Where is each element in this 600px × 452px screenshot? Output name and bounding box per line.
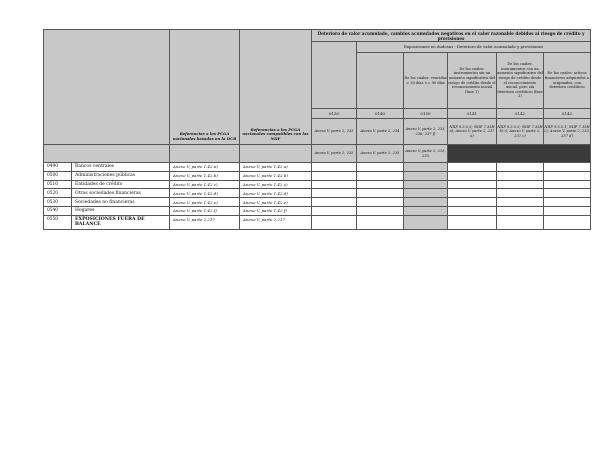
table-row bbox=[44, 206, 591, 215]
ref-dcb-header: Referencias a los PCGA nacionales basadas en la DCB bbox=[170, 30, 240, 145]
row-code: 0500 bbox=[44, 171, 72, 180]
col-ref: NIIF 9.5.5.3; NIIF 7.35H b) i); Anexo V, parte 2, 237 c) bbox=[497, 119, 544, 145]
row-ref-niif: Anexo V, parte 1.42.b) bbox=[240, 171, 312, 180]
col-ref: NIIF 9.5.5.5; NIIF 7.35H a); Anexo V, parte 2, 237 a) bbox=[448, 119, 497, 145]
table-row bbox=[44, 198, 591, 207]
row-code: 0550 bbox=[44, 215, 72, 229]
row-code: 0490 bbox=[44, 163, 72, 172]
data-cell[interactable] bbox=[448, 206, 497, 215]
data-cell[interactable] bbox=[497, 215, 544, 229]
row-ref-niif: Anexo V, parte 1.42.a) bbox=[240, 163, 312, 172]
data-cell[interactable] bbox=[497, 171, 544, 180]
data-cell[interactable] bbox=[357, 198, 404, 207]
header-blank-cell bbox=[240, 145, 312, 163]
data-cell[interactable] bbox=[357, 171, 404, 180]
data-cell[interactable] bbox=[544, 171, 591, 180]
col-ref-2: Anexo V, parte 2, 235 bbox=[357, 145, 404, 163]
sub-title: Exposiciones no dudosas - Deterioro de valor acumulado y provisiones bbox=[357, 42, 591, 53]
row-ref-dcb: Anexo V, parte 1.42.c) bbox=[170, 180, 240, 189]
data-cell[interactable] bbox=[544, 215, 591, 229]
row-label: Bancos centrales bbox=[72, 163, 170, 172]
template-table bbox=[43, 29, 591, 230]
col-desc-0141: De las cuales: instrumentos sin un aumento significativo del riesgo de crédito desde el reconocimiento inicial (fase 1) bbox=[448, 53, 497, 109]
shaded-cell bbox=[404, 189, 448, 198]
data-cell[interactable] bbox=[448, 171, 497, 180]
data-cell[interactable] bbox=[497, 163, 544, 172]
col-code: 0143 bbox=[544, 109, 591, 119]
regulatory-template-sheet bbox=[43, 29, 590, 230]
row-ref-dcb: Anexo V, parte 1.42.a) bbox=[170, 163, 240, 172]
shaded-cell bbox=[404, 171, 448, 180]
data-cell[interactable] bbox=[497, 198, 544, 207]
col-code: 0141 bbox=[448, 109, 497, 119]
data-cell[interactable] bbox=[357, 206, 404, 215]
top-title: Deterioro de valor acumulado, cambios acumulados negativos en el valor razonable debidos al riesgo de crédito y provisiones bbox=[312, 30, 591, 42]
data-cell[interactable] bbox=[312, 180, 357, 189]
col-ref-2: Anexo V, parte 2, 235 bbox=[312, 145, 357, 163]
table-row bbox=[44, 171, 591, 180]
data-cell[interactable] bbox=[312, 171, 357, 180]
data-cell[interactable] bbox=[357, 180, 404, 189]
row-ref-niif: Anexo V, parte 1.42.f) bbox=[240, 206, 312, 215]
data-cell[interactable] bbox=[448, 198, 497, 207]
row-ref-niif: Anexo V, parte 1.42.d) bbox=[240, 189, 312, 198]
col-ref: Anexo V, parte 2, 234 bbox=[357, 119, 404, 145]
data-cell[interactable] bbox=[448, 215, 497, 229]
row-ref-dcb: Anexo V, parte 1.42.e) bbox=[170, 198, 240, 207]
row-ref-niif: Anexo V, parte 1.42.e) bbox=[240, 198, 312, 207]
shaded-cell bbox=[404, 180, 448, 189]
data-cell[interactable] bbox=[497, 180, 544, 189]
row-code: 0520 bbox=[44, 189, 72, 198]
header-blank-cell bbox=[312, 42, 357, 109]
row-ref-dcb: Anexo V, parte 2.217 bbox=[170, 215, 240, 229]
col-code: 0142 bbox=[497, 109, 544, 119]
data-cell[interactable] bbox=[497, 206, 544, 215]
row-label: Hogares bbox=[72, 206, 170, 215]
col-ref: NIIF 9.5.5.1; NIIF 7.35H c); Anexo V, parte 2, 233, 237 d) bbox=[544, 119, 591, 145]
col-ref-2: Anexo V, parte 2, 233, 235 bbox=[404, 145, 448, 163]
data-cell[interactable] bbox=[544, 163, 591, 172]
row-ref-dcb: Anexo V, parte 1.42.b) bbox=[170, 171, 240, 180]
col-ref: Anexo V, parte 2, 233, 236, 237 f) bbox=[404, 119, 448, 145]
col-desc-0150: De las cuales: vencidas > 30 días <= 90 días bbox=[404, 53, 448, 109]
data-cell[interactable] bbox=[312, 198, 357, 207]
data-cell[interactable] bbox=[448, 163, 497, 172]
data-cell[interactable] bbox=[312, 215, 357, 229]
row-ref-dcb: Anexo V, parte 1.42.d) bbox=[170, 189, 240, 198]
data-cell[interactable] bbox=[312, 163, 357, 172]
data-cell[interactable] bbox=[497, 189, 544, 198]
table-row bbox=[44, 189, 591, 198]
header-blank-cell bbox=[44, 30, 170, 145]
data-cell[interactable] bbox=[312, 206, 357, 215]
data-cell[interactable] bbox=[357, 189, 404, 198]
row-code: 0510 bbox=[44, 180, 72, 189]
col-desc-0140 bbox=[357, 53, 404, 109]
col-desc-0142: De las cuales: instrumentos con un aumento significativo del riesgo de crédito desde el reconocimiento inicial, pero sin deterioro crediticio (fase 2) bbox=[497, 53, 544, 109]
dark-blocked-cell bbox=[448, 145, 591, 163]
col-code: 0150 bbox=[404, 109, 448, 119]
table-row bbox=[44, 163, 591, 172]
row-label: Entidades de crédito bbox=[72, 180, 170, 189]
col-desc-0143: De las cuales: activos financieros adquiridos u originados, con deterioro crediticio bbox=[544, 53, 591, 109]
col-ref: Anexo V, parte 2, 233 bbox=[312, 119, 357, 145]
row-label: Otras sociedades financieras bbox=[72, 189, 170, 198]
shaded-cell bbox=[404, 163, 448, 172]
table-row bbox=[44, 180, 591, 189]
shaded-cell bbox=[404, 206, 448, 215]
data-cell[interactable] bbox=[448, 180, 497, 189]
row-label: Sociedades no financieras bbox=[72, 198, 170, 207]
row-code: 0540 bbox=[44, 206, 72, 215]
col-code: 0130 bbox=[312, 109, 357, 119]
data-cell[interactable] bbox=[544, 189, 591, 198]
row-ref-dcb: Anexo V, parte 1.42.f) bbox=[170, 206, 240, 215]
data-cell[interactable] bbox=[312, 189, 357, 198]
shaded-cell bbox=[404, 198, 448, 207]
row-label: Administraciones públicas bbox=[72, 171, 170, 180]
row-label: EXPOSICIONES FUERA DE BALANCE bbox=[72, 215, 170, 229]
data-cell[interactable] bbox=[544, 198, 591, 207]
data-cell[interactable] bbox=[544, 206, 591, 215]
ref-niif-header: Referencias a los PCGA nacionales compatibles con las NIIF bbox=[240, 30, 312, 145]
row-ref-niif: Anexo V, parte 2.217 bbox=[240, 215, 312, 229]
shaded-cell bbox=[404, 215, 448, 229]
data-cell[interactable] bbox=[357, 215, 404, 229]
data-cell[interactable] bbox=[357, 163, 404, 172]
col-code: 0140 bbox=[357, 109, 404, 119]
header-blank-cell bbox=[170, 145, 240, 163]
row-ref-niif: Anexo V, parte 1.42.c) bbox=[240, 180, 312, 189]
data-cell[interactable] bbox=[544, 180, 591, 189]
header-blank-cell bbox=[44, 145, 170, 163]
row-code: 0530 bbox=[44, 198, 72, 207]
data-cell[interactable] bbox=[448, 189, 497, 198]
table-row-total bbox=[44, 215, 591, 229]
